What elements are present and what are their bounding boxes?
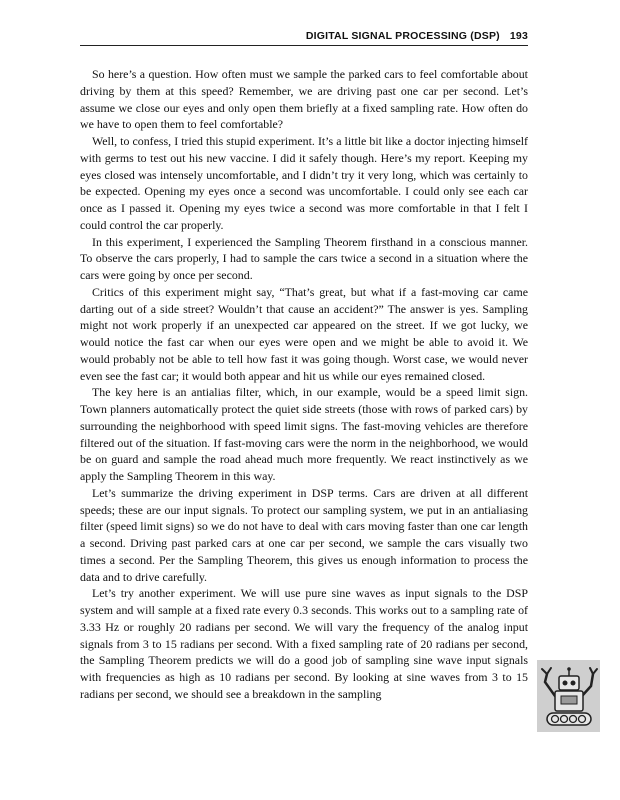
robot-illustration <box>537 660 600 732</box>
body-text <box>80 66 528 703</box>
paragraph: In this experiment, I experienced the Sampling Theorem firsthand in a conscious manner. To observe the cars properly, I had to sample the cars twice a second in a situation where the cars were going by once per second. <box>80 234 528 282</box>
paragraph: The key here is an antialias filter, which, in our example, would be a speed limit sign. Town planners automatically protect the quiet side streets (those with rows of parked cars) by surrounding the neighborhood with speed limit signs. The fast-moving vehicles are therefore filtered out of the situation. If fast-moving cars were the norm in the neighborhood, we would be on guard and sample the road ahead much more frequently. We react instinctively as we apply the Sampling Theorem in this way. <box>80 385 528 483</box>
paragraph: Well, to confess, I tried this stupid experiment. It’s a little bit like a doctor injecting himself with germs to test out his new vaccine. I did it safely though. Here’s my report. Keeping my eyes closed was intensely uncomfortable, and I didn’t try it very long, which was certainly to be expected. Opening my eyes once a second was uncomfortable. I could only see each car once as I passed it. Opening my eyes twice a second was more comfortable in that I felt I could control the car properly. <box>80 134 528 232</box>
page-number: 193 <box>509 30 528 42</box>
running-header <box>80 30 528 42</box>
paragraph: Critics of this experiment might say, “That’s great, but what if a fast-moving car came darting out of a side street? Wouldn’t that cause an accident?” The answer is yes. Sampling might not work properly if an unexpected car appeared on the street. If we got lucky, we would notice the fast car when our eyes were open and we might be able to avoid it. We would probably not be able to tell how fast it was going though. Worst case, we would never even see the fast car; it would both appear and hit us while our eyes remained closed. <box>80 284 528 383</box>
header-rule <box>80 45 528 46</box>
paragraph: So here’s a question. How often must we sample the parked cars to feel comfortable about driving by them at this speed? Remember, we are driving past one car per second. Let’s assume we close our eyes and only open them briefly at a fixed sampling rate. How often do we have to open them to feel comfortable? <box>80 67 528 132</box>
robot-icon <box>537 660 600 732</box>
paragraph: Let’s try another experiment. We will use pure sine waves as input signals to the DSP system and will sample at a fixed rate every 0.3 seconds. This works out to a sampling rate of 3.33 Hz or roughly 20 radians per second. We will vary the frequency of the analog input signals from 3 to 15 radians per second. With a fixed sampling rate of 20 radians per second, the Sampling Theorem predicts we will do a good job of sampling sine wave input signals with frequencies as high as 10 radians per second. By looking at sine waves from 3 to 15 radians per second, we should see a breakdown in the sampling <box>80 586 528 701</box>
paragraph: Let’s summarize the driving experiment in DSP terms. Cars are driven at all different speeds; these are our input signals. To protect our sampling system, we put in an antialiasing filter (speed limit signs) so we do not have to deal with cars moving faster than one car length a second. Driving past parked cars at one car per second, we sample the cars visually two times a second. Per the Sampling Theorem, this gives us enough information to process the data and to drive carefully. <box>80 485 528 584</box>
header-title: DIGITAL SIGNAL PROCESSING (DSP) <box>305 30 500 42</box>
